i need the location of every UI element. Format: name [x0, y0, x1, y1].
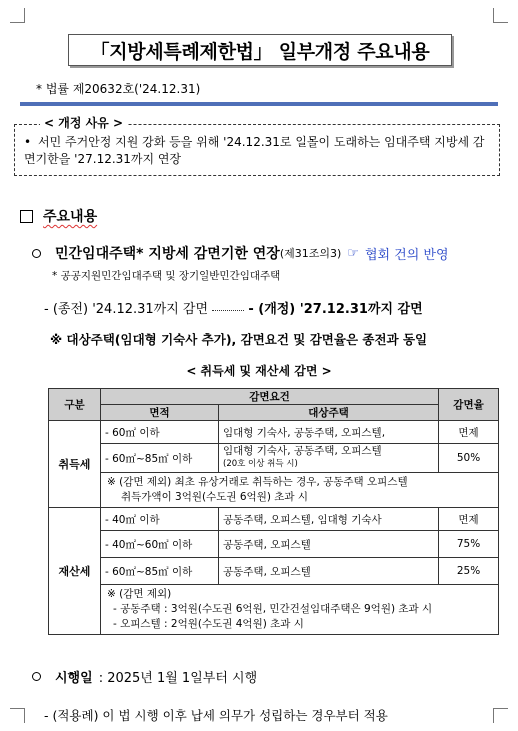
corner-mark-bottom-left	[10, 708, 25, 723]
cell-rate: 면제	[439, 508, 499, 531]
cell-rate: 면제	[439, 421, 499, 444]
cell-area: - 60㎡~85㎡ 이하	[101, 558, 219, 585]
cell-rate: 75%	[439, 531, 499, 558]
table-row	[49, 473, 499, 508]
subsection-ref: (제31조의3)	[279, 247, 342, 260]
cell-target-main: 임대형 기숙사, 공동주택, 오피스텔	[223, 445, 382, 457]
circle-bullet-icon	[32, 672, 41, 681]
scope-note: ※ 대상주택(임대형 기숙사 추가), 감면요건 및 감면율은 종전과 동일	[50, 332, 428, 347]
table-row	[49, 508, 499, 531]
tax-reduction-table	[48, 388, 499, 635]
cell-rate: 50%	[439, 444, 499, 473]
previous-period: - (종전) '24.12.31까지 감면	[44, 302, 209, 317]
cell-area: - 60㎡~85㎡ 이하	[101, 444, 219, 473]
cell-rate: 25%	[439, 558, 499, 585]
period-change-line	[44, 298, 423, 317]
cell-target: 임대형 기숙사, 공동주택, 오피스텔,	[219, 421, 439, 444]
reason-text	[24, 134, 494, 168]
reason-bullet: •	[24, 135, 32, 149]
acquisition-exclusion-note	[101, 473, 499, 508]
law-number: * 법률 제20632호('24.12.31)	[36, 82, 201, 96]
category-acquisition: 취득세	[49, 421, 101, 508]
cell-target-sub: (20호 이상 취득 시)	[223, 459, 298, 469]
category-property: 재산세	[49, 508, 101, 635]
corner-mark-top-right	[493, 8, 508, 23]
cell-target: 공동주택, 오피스텔	[219, 558, 439, 585]
reason-body: 서민 주거안정 지원 강화 등을 위해 '24.12.31로 일몰이 도래하는 임대주택 지방세 감면기한을 '27.12.31까지 연장	[24, 135, 485, 166]
subsection-title: 민간임대주택* 지방세 감면기한 연장	[55, 246, 280, 262]
table-title: < 취득세 및 재산세 감면 >	[186, 364, 332, 378]
checkbox-square-icon	[20, 210, 33, 223]
header-area: 면적	[101, 405, 219, 421]
cell-target	[219, 444, 439, 473]
effective-text: : 2025년 1월 1일부터 시행	[98, 671, 258, 686]
dotted-leader	[212, 309, 244, 311]
housing-type-note: * 공공지원민간임대주택 및 장기일반민간임대주택	[52, 270, 281, 282]
document-title: 「지방세특례제한법」 일부개정 주요내용	[68, 34, 452, 66]
subsection-heading	[32, 243, 449, 263]
table-row	[49, 585, 499, 635]
cell-area: - 40㎡~60㎡ 이하	[101, 531, 219, 558]
acquisition-note-line2: 취득가액이 3억원(수도권 6억원) 초과 시	[121, 491, 309, 503]
revised-period: - (개정) '27.12.31까지 감면	[248, 302, 423, 317]
reason-label: < 개정 사유 >	[40, 114, 127, 131]
cell-area: - 40㎡ 이하	[101, 508, 219, 531]
header-rate: 감면율	[439, 389, 499, 421]
table-row	[49, 558, 499, 585]
property-exclusion-note	[101, 585, 499, 635]
table-row	[49, 444, 499, 473]
corner-mark-bottom-right	[493, 708, 508, 723]
application-line: - (적용례) 이 법 시행 이후 납세 의무가 성립하는 경우부터 적용	[44, 708, 388, 723]
header-target: 대상주택	[219, 405, 439, 421]
header-requirements: 감면요건	[101, 389, 439, 405]
header-category: 구분	[49, 389, 101, 421]
cell-area: - 60㎡ 이하	[101, 421, 219, 444]
section-heading	[20, 206, 97, 226]
pointing-hand-icon: ☞	[347, 245, 359, 261]
property-note-line2: - 공동주택 : 3억원(수도권 6억원, 민간건설임대주택은 9억원) 초과 시	[113, 603, 433, 615]
association-link[interactable]: 협회 건의 반영	[364, 247, 449, 263]
table-row	[49, 531, 499, 558]
effective-date-line	[32, 667, 257, 686]
property-note-line1: ※ (감면 제외)	[107, 588, 172, 600]
effective-label: 시행일	[55, 671, 93, 686]
acquisition-note-line1: ※ (감면 제외) 최초 유상거래로 취득하는 경우, 공동주택 오피스텔	[107, 476, 408, 488]
property-note-line3: - 오피스텔 : 2억원(수도권 4억원) 초과 시	[113, 618, 304, 630]
table-row	[49, 421, 499, 444]
section-title: 주요내용	[43, 209, 98, 225]
circle-bullet-icon	[32, 249, 41, 258]
cell-target: 공동주택, 오피스텔, 임대형 기숙사	[219, 508, 439, 531]
cell-target: 공동주택, 오피스텔	[219, 531, 439, 558]
corner-mark-top-left	[10, 8, 25, 23]
divider-rule	[20, 102, 498, 106]
